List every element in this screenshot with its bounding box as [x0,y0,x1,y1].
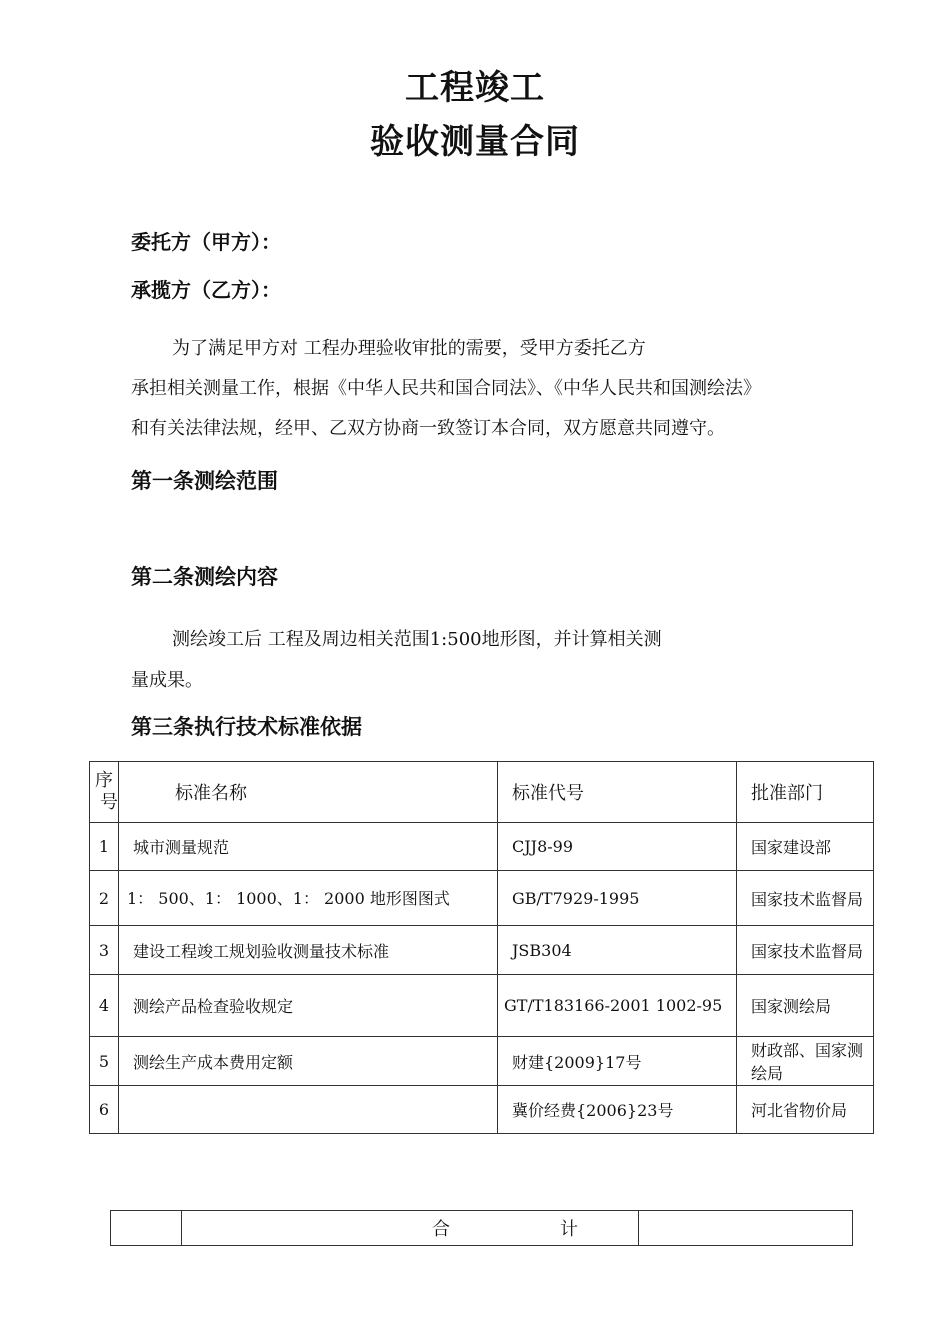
row-name: 1： 500、1： 1000、1： 2000 地形图图式 [119,871,498,926]
section-3-heading: 第三条执行技术标准依据 [131,715,362,739]
row-dept: 财政部、国家测绘局 [737,1037,874,1086]
row-code: GT/T183166-2001 1002-95 [498,975,737,1037]
row-no: 5 [90,1037,119,1086]
section-1-heading: 第一条测绘范围 [131,469,278,493]
row-no: 2 [90,871,119,926]
intro-line-1: 为了满足甲方对 工程办理验收审批的需要，受甲方委托乙方 [172,338,646,359]
row-no: 4 [90,975,119,1037]
table-row [90,1086,874,1134]
row-no: 1 [90,823,119,871]
party-b-label: 承揽方（乙方）： [131,278,281,302]
section-2-heading: 第二条测绘内容 [131,565,278,589]
header-no [90,762,119,823]
total-label-cell [182,1211,639,1246]
table-row [90,975,874,1037]
row-code: 冀价经费{2006}23号 [498,1086,737,1134]
total-cell-left [111,1211,182,1246]
row-dept: 河北省物价局 [737,1086,874,1134]
intro-line-2: 承担相关测量工作，根据《中华人民共和国合同法》、《中华人民共和国测绘法》 [131,378,761,399]
table-header-row [90,762,874,823]
content-line-2: 量成果。 [131,670,203,691]
row-code: CJJ8-99 [498,823,737,871]
total-row [111,1211,853,1246]
doc-title-line2: 验收测量合同 [370,122,580,162]
table-row [90,823,874,871]
total-label-left: 合 [432,1219,450,1240]
total-label-right: 计 [560,1219,578,1240]
standards-table [89,761,874,1134]
header-no-top: 序 [95,770,113,791]
row-name: 城市测量规范 [119,823,498,871]
row-name: 测绘生产成本费用定额 [119,1037,498,1086]
party-a-label: 委托方（甲方）： [131,230,281,254]
header-no-bottom: 号 [100,792,118,813]
row-dept: 国家技术监督局 [737,926,874,975]
total-value-cell [639,1211,853,1246]
doc-title-line1: 工程竣工 [405,68,545,108]
table-row [90,1037,874,1086]
header-dept: 批准部门 [737,762,874,823]
intro-line-3: 和有关法律法规，经甲、乙双方协商一致签订本合同，双方愿意共同遵守。 [131,418,725,439]
row-no: 3 [90,926,119,975]
row-name [119,1086,498,1134]
total-table [110,1210,853,1246]
row-name: 测绘产品检查验收规定 [119,975,498,1037]
row-dept: 国家技术监督局 [737,871,874,926]
table-row [90,871,874,926]
content-line-1: 测绘竣工后 工程及周边相关范围1:500地形图，并计算相关测 [172,629,662,650]
row-code: JSB304 [498,926,737,975]
header-name: 标准名称 [119,762,498,823]
row-dept: 国家测绘局 [737,975,874,1037]
row-dept: 国家建设部 [737,823,874,871]
header-code: 标准代号 [498,762,737,823]
row-no: 6 [90,1086,119,1134]
row-code: 财建{2009}17号 [498,1037,737,1086]
row-code: GB/T7929-1995 [498,871,737,926]
row-name: 建设工程竣工规划验收测量技术标准 [119,926,498,975]
table-row [90,926,874,975]
